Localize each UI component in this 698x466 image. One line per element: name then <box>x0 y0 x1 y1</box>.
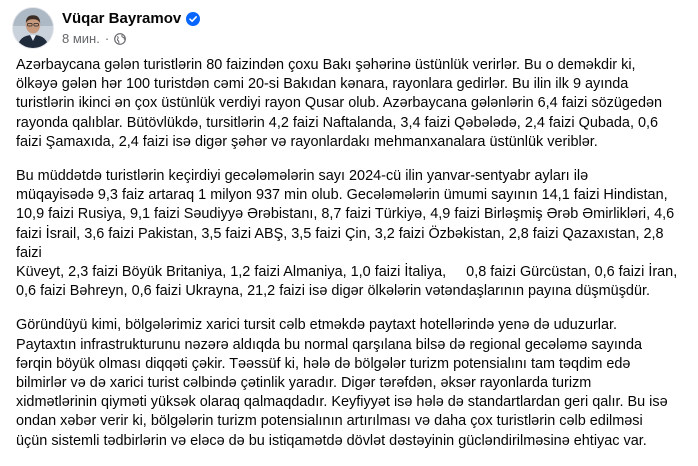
post-meta <box>62 9 200 47</box>
author-row <box>62 9 200 29</box>
author-avatar[interactable] <box>12 7 54 49</box>
post-paragraph-1: Azərbaycana gələn turistlərin 80 faizindən çoxu Bakı şəhərinə üstünlük verirlər. Bu o deməkdir ki, ölkəyə gələn hər 100 turistdən cəmi 20-si Bakıdan kənara, rayonlara gedirlər. Bu ilin ilk 9 ayında turistlərin ikinci ən çox üstünlük verdiyi rayon Qusar olub. Azərbaycana gələnlərin 6,4 faizi sözügedən rayonda qalıblar. Bütövlükdə, tursitlərin 4,2 faizi Naftalanda, 3,4 faizi Qəbələdə, 2,4 faizi Qubada, 0,6 faizi Şamaxıda, 2,4 faizi isə digər şəhər və rayonlardakı mehmanxanalara üstünlük veriblər. <box>16 57 663 150</box>
post-paragraph-3: Göründüyü kimi, bölgələrimiz xarici tursit cəlb etməkdə paytaxt hotellərində yenə də uduzurlar. Paytaxtın infrastrukturunu nəzərə aldıqda bu normal qarşılana bilsə də regional gecələmə sayında fərqin böyük olması diqqəti çəkir. Təəssüf ki, hələ də bölgələr turizm potensialını tam təqdim edə bilmirlər və də xarici turist cəlbində çətinlik yaradır. Digər tərəfdən, əksər rayonlarda turizm xidmətlərinin qiyməti yüksək olaraq qalmaqdadır. Keyfiyyət isə hələ də standartlardan geri qalır. Bu isə ondan xəbər verir ki, bölgələrin turizm potensialının artırılması və daha çox turistlərin cəlb edilməsi üçün sistemli tədbirlərin və eləcə də bu istiqamətdə dövlət dəstəyinin gücləndirilməsinə ehtiyac var. <box>16 317 668 449</box>
post-paragraph-2: Bu müddətdə turistlərin keçirdiyi gecələmələrin sayı 2024-cü ilin yanvar-sentyabr ayları ilə müqayisədə 9,3 faiz artaraq 1 milyon 937 min olub. Gecələmələrin ümumi sayının 14,1 faizi Hindistan, 10,9 faizi Rusiya, 9,1 faizi Səudiyyə Ərəbistanı, 8,7 faizi Türkiyə, 4,9 faizi Birləşmiş Ərəb Əmirlikləri, 4,6 faizi İsrail, 3,6 faizi Pakistan, 3,5 faizi ABŞ, 3,5 faizi Çin, 3,2 faizi Özbəkistan, 2,8 faizi Qazaxıstan, 2,8 faizi Küveyt, 2,3 faizi Böyük Britaniya, 1,2 faizi Almaniya, 1,0 faizi İtaliya, 0,8 faizi Gürcüstan, 0,6 faizi İran, 0,6 faizi Bəhreyn, 0,6 faizi Ukrayna, 21,2 faizi isə digər ölkələrin vətəndaşlarının payına düşmüşdür. <box>16 168 678 300</box>
avatar-portrait <box>13 8 53 48</box>
separator-dot: · <box>104 31 110 46</box>
globe-icon[interactable] <box>114 33 126 45</box>
post-subline <box>62 30 200 47</box>
post-header <box>12 6 200 50</box>
verified-badge-icon <box>186 12 200 26</box>
author-name[interactable]: Vüqar Bayramov <box>62 10 182 27</box>
post-timestamp[interactable]: 8 мин. <box>62 31 100 46</box>
post-body <box>16 56 686 466</box>
